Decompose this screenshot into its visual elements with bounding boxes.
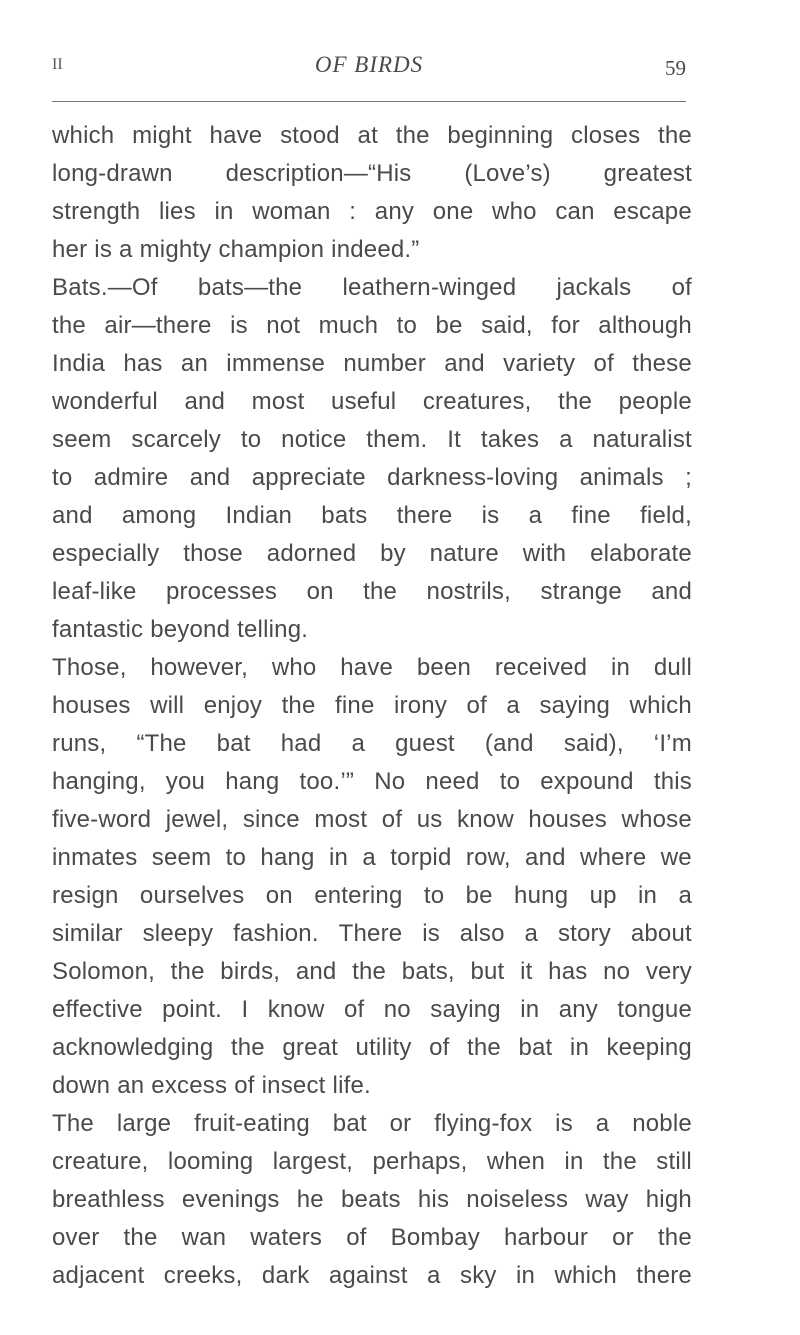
text-line: long-drawn description—“His (Love’s) greatest [52, 160, 692, 187]
text-line: down an excess of insect life. [52, 1072, 371, 1099]
text-line: wonderful and most useful creatures, the people [52, 388, 692, 415]
text-line: and among Indian bats there is a fine field, [52, 502, 692, 529]
text-line: five-word jewel, since most of us know houses whose [52, 806, 692, 833]
text-line: especially those adorned by nature with elaborate [52, 540, 692, 567]
text-line: runs, “The bat had a guest (and said), ‘I’m [52, 730, 692, 757]
text-line: fantastic beyond telling. [52, 616, 309, 643]
body-text [52, 117, 692, 1295]
text-line: her is a mighty champion indeed.” [52, 236, 420, 263]
text-line: effective point. I know of no saying in any tongue [52, 996, 692, 1023]
text-line: strength lies in woman : any one who can escape [52, 198, 692, 225]
text-line: similar sleepy fashion. There is also a story about [52, 920, 692, 947]
text-line: hanging, you hang too.’” No need to expound this [52, 768, 692, 795]
text-line: creature, looming largest, perhaps, when in the still [52, 1148, 692, 1175]
text-line: leaf-like processes on the nostrils, strange and [52, 578, 692, 605]
text-line: inmates seem to hang in a torpid row, and where we [52, 844, 692, 871]
text-line: acknowledging the great utility of the bat in keeping [52, 1034, 692, 1061]
text-line: Solomon, the birds, and the bats, but it has no very [52, 958, 692, 985]
text-line: Bats.—Of bats—the leathern-winged jackals of [52, 274, 692, 301]
text-line: The large fruit-eating bat or flying-fox is a noble [52, 1110, 692, 1137]
page-header [52, 48, 686, 108]
text-line: seem scarcely to notice them. It takes a naturalist [52, 426, 692, 453]
running-title: OF BIRDS [314, 52, 424, 77]
text-line: over the wan waters of Bombay harbour or the [52, 1224, 692, 1251]
text-line: resign ourselves on entering to be hung up in a [52, 882, 692, 909]
chapter-number: II [52, 56, 63, 73]
text-line: breathless evenings he beats his noiseless way high [52, 1186, 692, 1213]
text-line: India has an immense number and variety of these [52, 350, 692, 377]
text-line: the air—there is not much to be said, for although [52, 312, 692, 339]
text-line: adjacent creeks, dark against a sky in which there [52, 1262, 692, 1289]
text-line: which might have stood at the beginning closes the [52, 122, 692, 149]
header-rule [52, 101, 686, 102]
text-line: to admire and appreciate darkness-loving animals ; [52, 464, 692, 491]
page-number: 59 [665, 56, 686, 80]
text-line: houses will enjoy the fine irony of a saying which [52, 692, 692, 719]
text-line: Those, however, who have been received in dull [52, 654, 692, 681]
